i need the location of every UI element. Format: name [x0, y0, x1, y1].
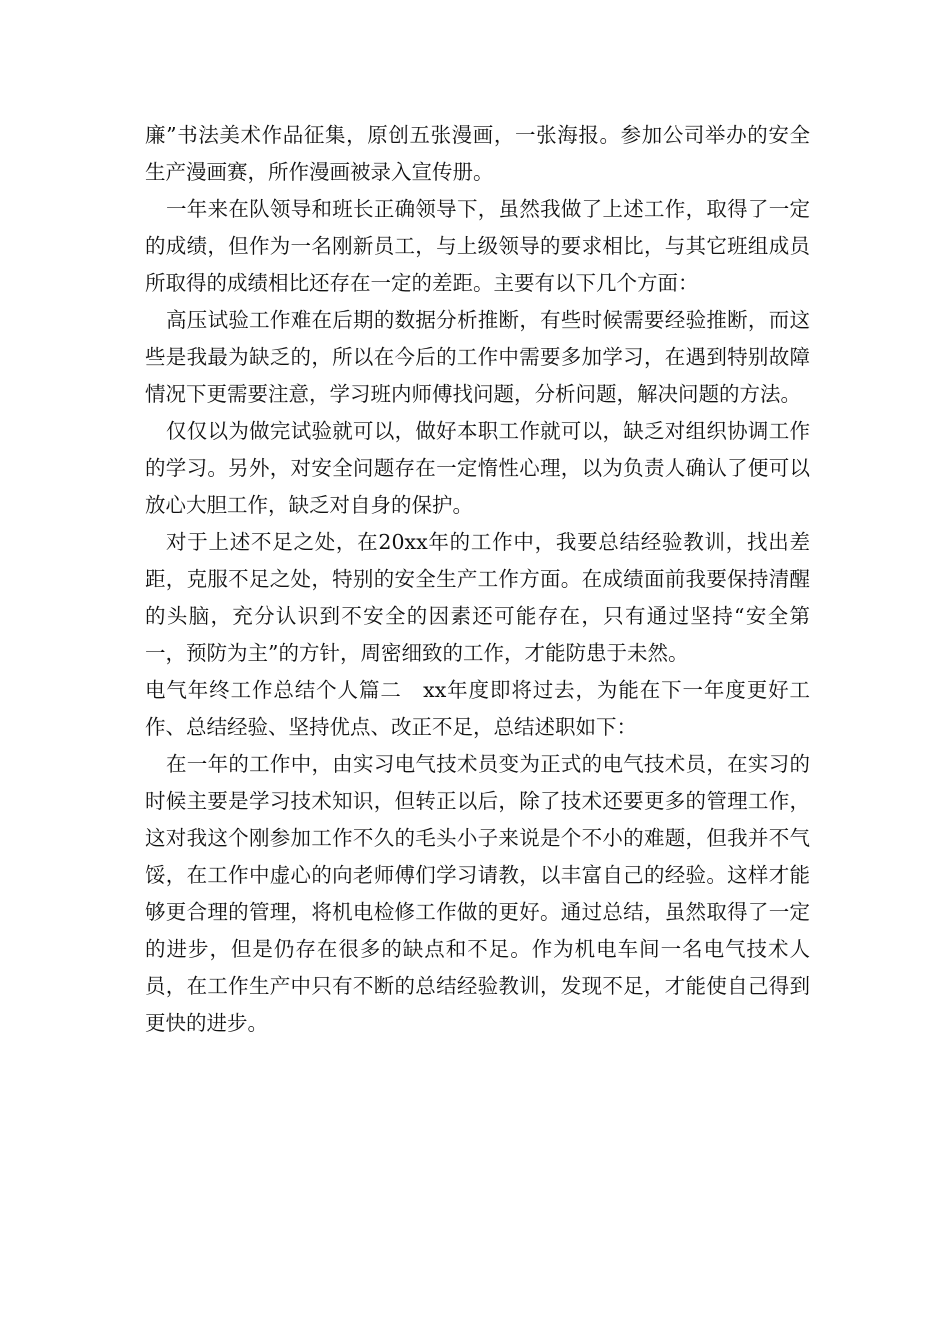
paragraph-coordination: 仅仅以为做完试验就可以，做好本职工作就可以，缺乏对组织协调工作的学习。另外，对安全问题存在一定惰性心理，以为负责人确认了便可以放心大胆工作，缺乏对自身的保护。 [145, 419, 810, 517]
document-body [145, 117, 810, 1042]
paragraph-high-voltage-test: 高压试验工作难在后期的数据分析推断，有些时候需要经验推断，而这些是我最为缺乏的，所以在今后的工作中需要多加学习，在遇到特别故障情况下更需要注意，学习班内师傅找问题，分析问题，解决问题的方法。 [145, 308, 810, 406]
paragraph-shortcomings-intro: 一年来在队领导和班长正确领导下，虽然我做了上述工作，取得了一定的成绩，但作为一名刚新员工，与上级领导的要求相比，与其它班组成员所取得的成绩相比还存在一定的差距。主要有以下几个方面： [145, 197, 810, 295]
paragraph-technician-work: 在一年的工作中，由实习电气技术员变为正式的电气技术员，在实习的时候主要是学习技术知识，但转正以后，除了技术还要更多的管理工作，这对我这个刚参加工作不久的毛头小子来说是个不小的难题，但我并不气馁，在工作中虚心的向老师傅们学习请教，以丰富自己的经验。这样才能够更合理的管理，将机电检修工作做的更好。通过总结，虽然取得了一定的进步，但是仍存在很多的缺点和不足。作为机电车间一名电气技术人员，在工作生产中只有不断的总结经验教训，发现不足，才能使自己得到更快的进步。 [145, 752, 810, 1035]
paragraph-section-two-heading: 电气年终工作总结个人篇二 xx年度即将过去，为能在下一年度更好工作、总结经验、坚持优点、改正不足，总结述职如下： [145, 678, 810, 739]
paragraph-improvement-plan: 对于上述不足之处，在20xx年的工作中，我要总结经验教训，找出差距，克服不足之处，特别的安全生产工作方面。在成绩面前我要保持清醒的头脑，充分认识到不安全的因素还可能存在，只有通过坚持“安全第一，预防为主”的方针，周密细致的工作，才能防患于未然。 [145, 530, 810, 665]
paragraph-continuation: 廉”书法美术作品征集，原创五张漫画，一张海报。参加公司举办的安全生产漫画赛，所作漫画被录入宣传册。 [145, 123, 810, 184]
